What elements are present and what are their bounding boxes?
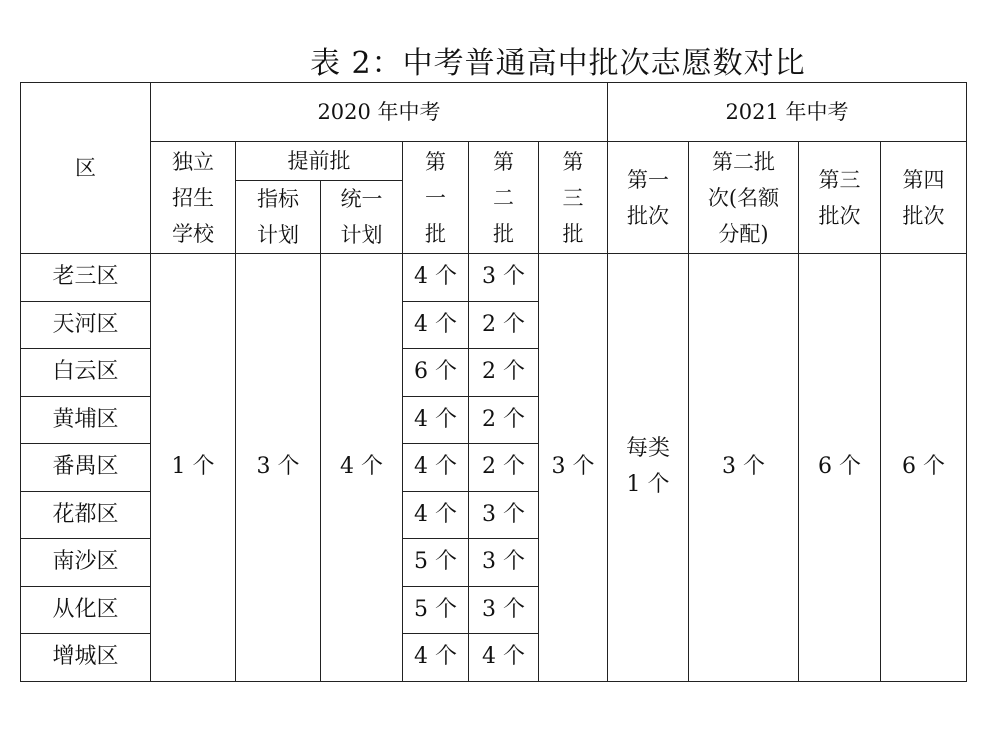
batch1-cell: 4 个 — [403, 634, 469, 682]
header-2021: 2021 年中考 — [608, 83, 967, 142]
2021-batch1-cell: 每类 1 个 — [608, 254, 689, 682]
header-district: 区 — [21, 83, 151, 254]
batch3-cell: 3 个 — [539, 254, 608, 682]
batch2-cell: 4 个 — [469, 634, 539, 682]
batch1-cell: 4 个 — [403, 254, 469, 302]
header-unified-plan: 统一 计划 — [321, 181, 403, 254]
batch1-cell: 6 个 — [403, 349, 469, 397]
header-2021-batch2: 第二批 次(名额 分配) — [689, 142, 799, 254]
district-cell: 白云区 — [21, 349, 151, 397]
district-cell: 花都区 — [21, 491, 151, 539]
header-2021-batch3: 第三 批次 — [799, 142, 881, 254]
district-cell: 老三区 — [21, 254, 151, 302]
batch1-cell: 4 个 — [403, 301, 469, 349]
2021-batch2-cell: 3 个 — [689, 254, 799, 682]
batch2-cell: 3 个 — [469, 254, 539, 302]
2021-batch4-cell: 6 个 — [881, 254, 967, 682]
independent-cell: 1 个 — [151, 254, 236, 682]
header-batch2: 第 二 批 — [469, 142, 539, 254]
district-cell: 南沙区 — [21, 539, 151, 587]
district-cell: 番禺区 — [21, 444, 151, 492]
batch2-cell: 3 个 — [469, 586, 539, 634]
header-batch1: 第 一 批 — [403, 142, 469, 254]
batch2-cell: 3 个 — [469, 491, 539, 539]
header-2021-batch1: 第一 批次 — [608, 142, 689, 254]
unified-plan-cell: 4 个 — [321, 254, 403, 682]
table-title: 表 2：中考普通高中批次志愿数对比 — [310, 46, 806, 81]
district-cell: 黄埔区 — [21, 396, 151, 444]
header-early: 提前批 — [236, 142, 403, 181]
comparison-table — [20, 82, 967, 682]
quota-plan-cell: 3 个 — [236, 254, 321, 682]
batch2-cell: 3 个 — [469, 539, 539, 587]
batch1-cell: 5 个 — [403, 586, 469, 634]
batch2-cell: 2 个 — [469, 396, 539, 444]
batch2-cell: 2 个 — [469, 301, 539, 349]
2021-batch3-cell: 6 个 — [799, 254, 881, 682]
batch1-cell: 4 个 — [403, 396, 469, 444]
header-independent: 独立 招生 学校 — [151, 142, 236, 254]
header-2021-batch4: 第四 批次 — [881, 142, 967, 254]
batch1-cell: 5 个 — [403, 539, 469, 587]
district-cell: 天河区 — [21, 301, 151, 349]
batch1-cell: 4 个 — [403, 491, 469, 539]
batch1-cell: 4 个 — [403, 444, 469, 492]
header-batch3: 第 三 批 — [539, 142, 608, 254]
district-cell: 增城区 — [21, 634, 151, 682]
header-2020: 2020 年中考 — [151, 83, 608, 142]
batch2-cell: 2 个 — [469, 349, 539, 397]
batch2-cell: 2 个 — [469, 444, 539, 492]
table-row — [21, 254, 967, 302]
header-quota-plan: 指标 计划 — [236, 181, 321, 254]
district-cell: 从化区 — [21, 586, 151, 634]
